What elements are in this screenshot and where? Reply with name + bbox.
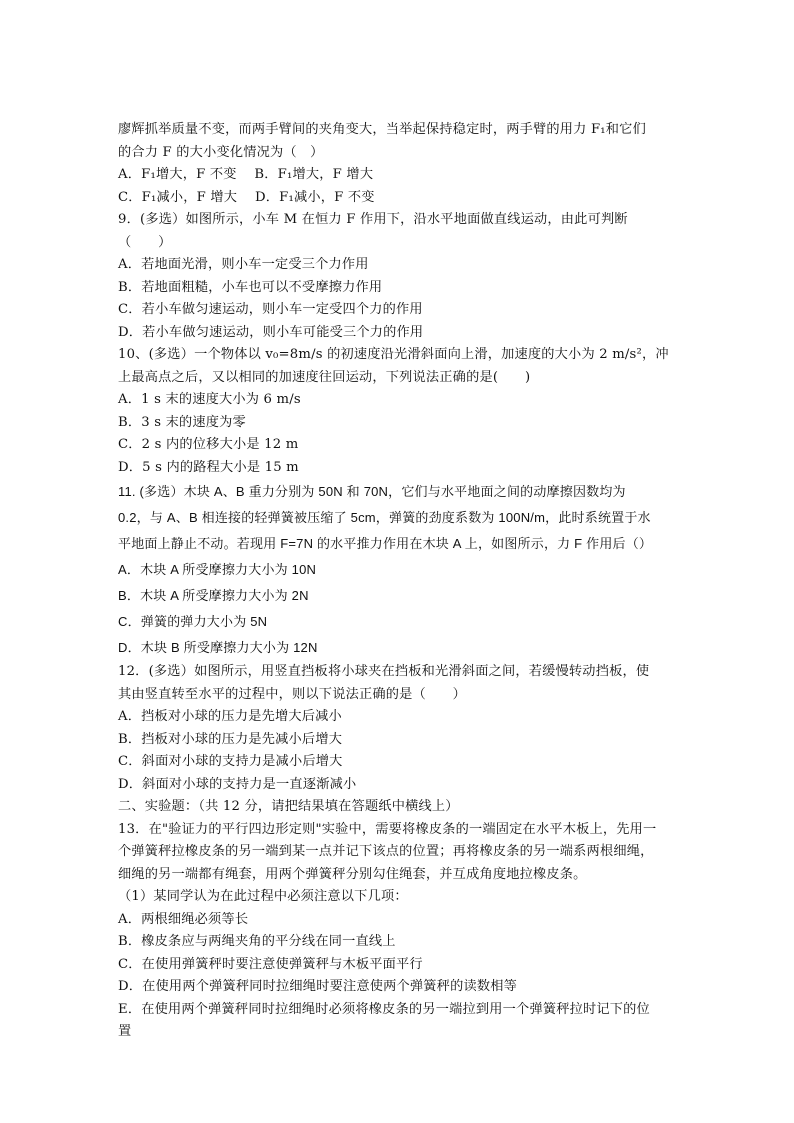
question-8: [118, 119, 684, 209]
option-d: D．斜面对小球的支持力是一直逐渐减小: [118, 776, 357, 792]
option-c: C．在使用弹簧秤时要注意使弹簧秤与木板平面平行: [118, 956, 423, 972]
option-c: C．斜面对小球的支持力是减小后增大: [118, 754, 343, 769]
question-stem: 11. (多选）木块 A、B 重力分别为 50N 和 70N，它们与水平地面之间的动摩擦因数均为: [118, 484, 626, 499]
option-c: C．弹簧的弹力大小为 5N: [118, 614, 268, 629]
question-13: [118, 819, 684, 1044]
option-b: B．3 s 末的速度为零: [118, 414, 246, 430]
option-d: D．若小车做匀速运动，则小车可能受三个力的作用: [118, 324, 424, 340]
option-e: E．在使用两个弹簧秤同时拉细绳时必须将橡皮条的另一端拉到用一个弹簧秤拉时记下的位: [118, 1001, 650, 1017]
option-b: B．木块 A 所受摩擦力大小为 2N: [118, 588, 309, 603]
option-c: C．2 s 内的位移大小是 12 m: [118, 437, 299, 452]
option-a: A．两根细绳必须等长: [118, 911, 249, 927]
option-a-b: A．F₁增大，F 不变 B．F₁增大，F 增大: [118, 167, 374, 182]
question-stem: 其由竖直转至水平的过程中，则以下说法正确的是（ ）: [118, 686, 467, 702]
question-stem: 上最高点之后，又以相同的加速度往回运动，下列说法正确的是( ): [118, 369, 531, 385]
question-12: [118, 661, 684, 796]
question-stem: （ ）: [118, 234, 172, 250]
question-stem: 的合力 F 的大小变化情况为（ ）: [118, 144, 324, 160]
option-e-continued: 置: [118, 1024, 132, 1039]
option-d: D．在使用两个弹簧秤同时拉细绳时要注意使两个弹簧秤的读数相等: [118, 979, 518, 994]
option-b: B．若地面粗糙，小车也可以不受摩擦力作用: [118, 279, 383, 295]
question-stem: 13．在"验证力的平行四边形定则"实验中，需要将橡皮条的一端固定在水平木板上，先用一: [118, 821, 657, 837]
question-9: [118, 209, 684, 344]
option-a: A．木块 A 所受摩擦力大小为 10N: [118, 562, 317, 577]
sub-question-1: （1）某同学认为在此过程中必须注意以下几项：: [118, 889, 408, 904]
question-stem: 细绳的另一端都有绳套，用两个弹簧秤分别勾住绳套，并互成角度地拉橡皮条。: [118, 866, 587, 882]
option-a: A．挡板对小球的压力是先增大后减小: [118, 709, 342, 724]
option-d: D．5 s 内的路程大小是 15 m: [118, 459, 299, 475]
section-heading: 二、实验题：（共 12 分，请把结果填在答题纸中横线上）: [118, 799, 459, 814]
question-stem: 平地面上静止不动。若现用 F=7N 的水平推力作用在木块 A 上，如图所示，力 F 作用后（）: [118, 536, 653, 551]
question-11: [118, 479, 684, 661]
option-b: B．橡皮条应与两绳夹角的平分线在同一直线上: [118, 934, 396, 949]
option-c-d: C．F₁减小，F 增大 D．F₁减小，F 不变: [118, 189, 375, 205]
option-a: A．1 s 末的速度大小为 6 m/s: [118, 392, 301, 407]
question-stem: 10、(多选）一个物体以 v₀=8m/s 的初速度沿光滑斜面向上滑，加速度的大小为 2 m/s²，冲: [118, 347, 669, 362]
question-stem: 9．(多选）如图所示，小车 M 在恒力 F 作用下，沿水平地面做直线运动，由此可判断: [118, 212, 628, 227]
question-stem: 廖辉抓举质量不变，而两手臂间的夹角变大，当举起保持稳定时，两手臂的用力 F₁和它们: [118, 122, 646, 137]
option-c: C．若小车做匀速运动，则小车一定受四个力的作用: [118, 302, 423, 317]
question-10: [118, 344, 684, 479]
section-experiment: [118, 796, 684, 819]
option-b: B．挡板对小球的压力是先减小后增大: [118, 731, 343, 747]
option-d: D．木块 B 所受摩擦力大小为 12N: [118, 640, 318, 655]
question-stem: 0.2，与 A、B 相连接的轻弹簧被压缩了 5cm，弹簧的劲度系数为 100N/m，此时系统置于水: [118, 510, 651, 525]
question-stem: 12．(多选）如图所示，用竖直挡板将小球夹在挡板和光滑斜面之间，若缓慢转动挡板，使: [118, 664, 650, 679]
exam-page: [118, 119, 684, 1044]
option-a: A．若地面光滑，则小车一定受三个力作用: [118, 257, 369, 272]
question-stem: 个弹簧秤拉橡皮条的另一端到某一点并记下该点的位置；再将橡皮条的另一端系两根细绳，: [118, 844, 654, 859]
